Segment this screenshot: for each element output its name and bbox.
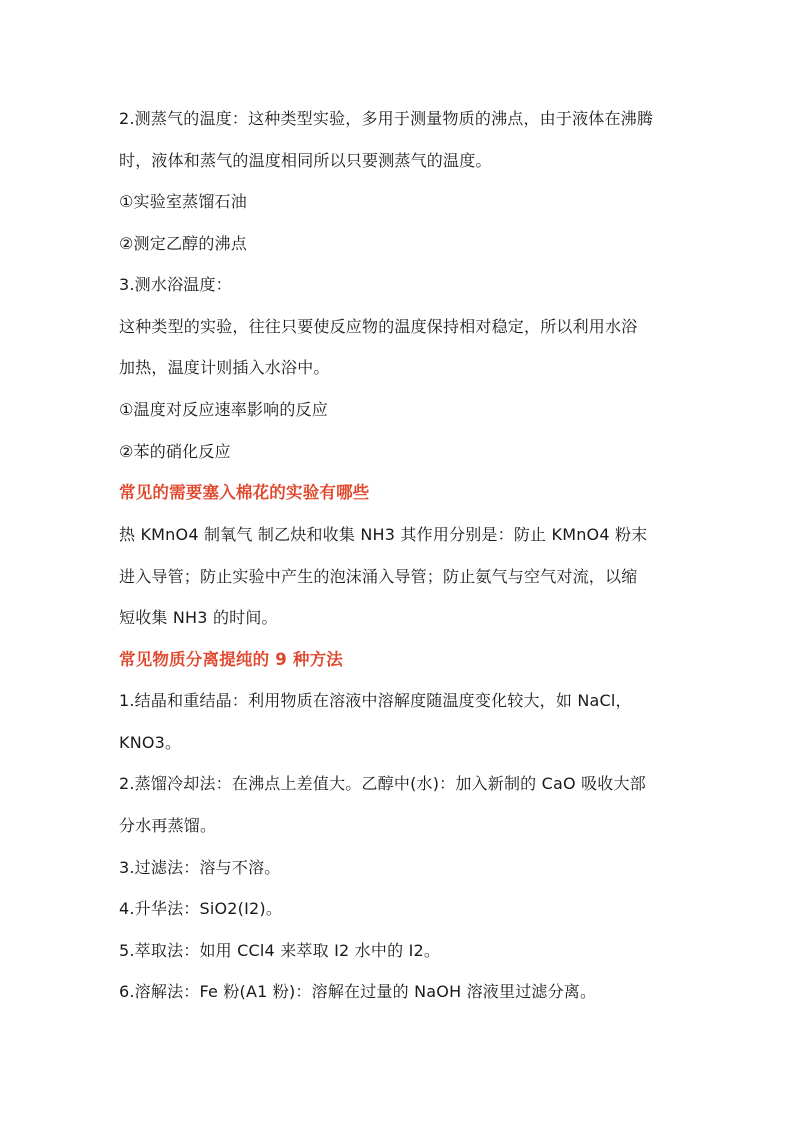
example-item: ②苯的硝化反应 — [119, 442, 231, 461]
example-item: ①温度对反应速率影响的反应 — [119, 400, 328, 419]
method-line: 6.溶解法：Fe 粉(A1 粉)：溶解在过量的 NaOH 溶液里过滤分离。 — [119, 982, 597, 1001]
method-line: 分水再蒸馏。 — [119, 816, 217, 835]
method-line: 4.升华法：SiO2(I2)。 — [119, 899, 283, 918]
example-item: ①实验室蒸馏石油 — [119, 192, 247, 211]
paragraph-line: 2.测蒸气的温度：这种类型实验，多用于测量物质的沸点，由于液体在沸腾 — [119, 109, 654, 128]
item-title: 3.测水浴温度： — [119, 275, 232, 294]
paragraph-line: 短收集 NH3 的时间。 — [119, 608, 278, 627]
paragraph-line: 进入导管；防止实验中产生的泡沫涌入导管；防止氨气与空气对流，以缩 — [119, 567, 638, 586]
section-heading-cotton: 常见的需要塞入棉花的实验有哪些 — [119, 483, 370, 502]
method-line: 2.蒸馏冷却法：在沸点上差值大。乙醇中(水)：加入新制的 CaO 吸收大部 — [119, 774, 646, 793]
method-line: 5.萃取法：如用 CCl4 来萃取 I2 水中的 I2。 — [119, 941, 441, 960]
example-item: ②测定乙醇的沸点 — [119, 234, 247, 253]
method-line: 1.结晶和重结晶：利用物质在溶液中溶解度随温度变化较大，如 NaCl， — [119, 691, 632, 710]
method-line: KNO3。 — [119, 733, 182, 752]
method-line: 3.过滤法：溶与不溶。 — [119, 858, 281, 877]
section-heading-separation: 常见物质分离提纯的 9 种方法 — [119, 650, 343, 669]
paragraph-line: 这种类型的实验，往往只要使反应物的温度保持相对稳定，所以利用水浴 — [119, 317, 638, 336]
paragraph-line: 热 KMnO4 制氧气 制乙炔和收集 NH3 其作用分别是：防止 KMnO4 粉末 — [119, 525, 648, 544]
paragraph-line: 加热，温度计则插入水浴中。 — [119, 358, 330, 377]
paragraph-line: 时，液体和蒸气的温度相同所以只要测蒸气的温度。 — [119, 151, 492, 170]
